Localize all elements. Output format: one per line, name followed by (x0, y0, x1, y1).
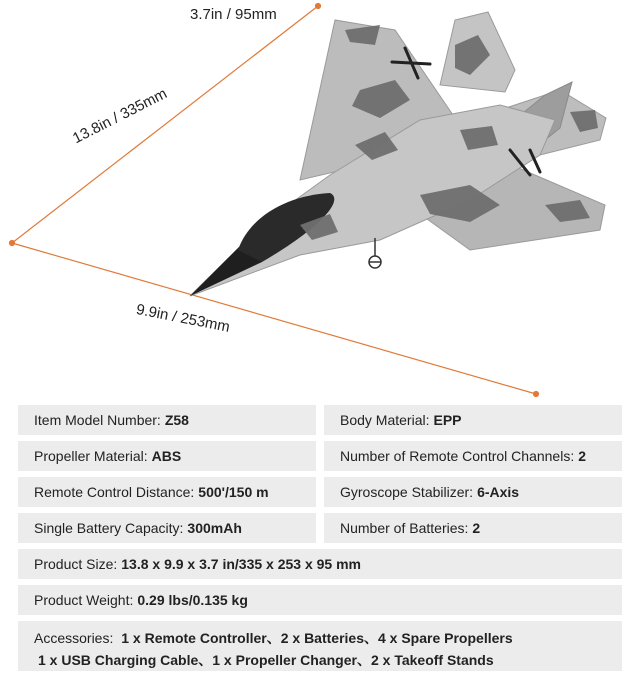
spec-gyroscope (324, 477, 622, 507)
accessories-line-1 (34, 627, 610, 649)
spec-rc-channels (324, 441, 622, 471)
spec-label: Item Model Number: (34, 412, 161, 428)
takeoff-stand (369, 238, 381, 268)
spec-value: 300mAh (187, 520, 242, 536)
spec-battery-capacity (18, 513, 316, 543)
spec-value: 2 (578, 448, 587, 464)
length-line (12, 6, 318, 243)
dim-dot-right (534, 392, 539, 397)
spec-value: 1 x Remote Controller、2 x Batteries、4 x Spare Propellers (121, 630, 513, 646)
airplane (190, 12, 606, 296)
spec-label: Number of Remote Control Channels: (340, 448, 575, 464)
spec-propeller-material (18, 441, 316, 471)
spec-label: Accessories: (34, 630, 114, 646)
spec-value: 0.29 lbs/0.135 kg (137, 592, 248, 608)
dim-dot-top (316, 4, 321, 9)
specs-row (18, 621, 622, 671)
specs-row (18, 441, 622, 471)
spec-label: Body Material: (340, 412, 430, 428)
spec-label: Single Battery Capacity: (34, 520, 184, 536)
accessories-line-2: 1 x USB Charging Cable、1 x Propeller Changer、2 x Takeoff Stands (38, 652, 494, 668)
spec-value: 13.8 x 9.9 x 3.7 in/335 x 253 x 95 mm (121, 556, 361, 572)
spec-body-material (324, 405, 622, 435)
specs-row (18, 585, 622, 615)
specs-row (18, 405, 622, 435)
width-line (12, 243, 536, 394)
spec-label: Propeller Material: (34, 448, 148, 464)
specs-row (18, 477, 622, 507)
dim-dot-left (10, 241, 15, 246)
dimension-width-label: 9.9in / 253mm (134, 301, 232, 336)
spec-product-weight (18, 585, 622, 615)
spec-label: Remote Control Distance: (34, 484, 195, 500)
specs-row (18, 549, 622, 579)
specs-row (18, 513, 622, 543)
spec-value: EPP (433, 412, 462, 428)
spec-value: 6-Axis (477, 484, 520, 500)
dimension-height-label: 3.7in / 95mm (190, 6, 277, 23)
spec-value: 2 (472, 520, 481, 536)
spec-product-size (18, 549, 622, 579)
spec-accessories (18, 621, 622, 671)
spec-label: Gyroscope Stabilizer: (340, 484, 474, 500)
specs-table (18, 405, 622, 677)
dimension-length-label: 13.8in / 335mm (70, 85, 170, 148)
spec-model (18, 405, 316, 435)
spec-label: Product Weight: (34, 592, 134, 608)
spec-rc-distance (18, 477, 316, 507)
spec-value: 500'/150 m (198, 484, 269, 500)
spec-battery-count (324, 513, 622, 543)
spec-label: Product Size: (34, 556, 118, 572)
spec-value: Z58 (164, 412, 189, 428)
spec-label: Number of Batteries: (340, 520, 469, 536)
spec-value: ABS (151, 448, 182, 464)
